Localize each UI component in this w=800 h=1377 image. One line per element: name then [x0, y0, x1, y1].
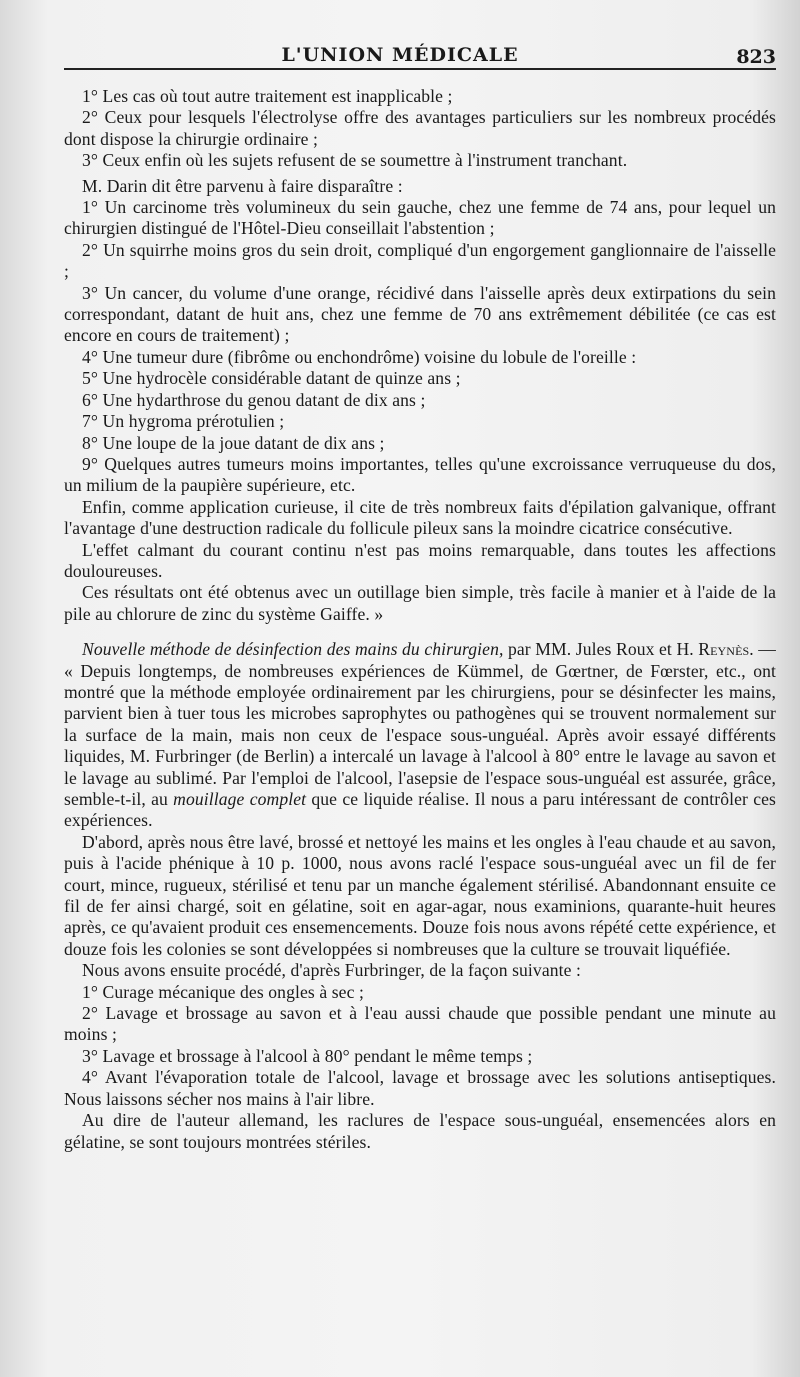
paragraph: 6° Une hydarthrose du genou datant de dix ans ;	[82, 389, 426, 410]
paragraph: 2° Un squirrhe moins gros du sein droit, compliqué d'un engorgement ganglionnaire de l'aisselle ;	[64, 239, 776, 282]
article-by: par MM. Jules Roux et H.	[508, 639, 694, 660]
article-lead-italic: mouillage complet	[173, 789, 307, 809]
page-number: 823	[736, 46, 776, 68]
paragraph: 3° Ceux enfin où les sujets refusent de se soumettre à l'instrument tranchant.	[82, 150, 628, 171]
article-lead-end: que ce liquide réalise. Il nous a paru intéressant de contrôler ces expériences.	[64, 789, 777, 831]
paragraph: 2° Lavage et brossage au savon et à l'eau aussi chaude que possible pendant une minute au moins ;	[64, 1003, 776, 1045]
paragraph: D'abord, après nous être lavé, brossé et nettoyé les mains et les ongles à l'eau chaude et au savon, puis à l'acide phénique à 10 p. 1000, nous avons raclé l'espace sous-unguéal avec un fil de fer court, mince, rugueux, stérilisé et tenu par un manche également stérilisé. Abandonnant ensuite ce fil de fer ainsi chargé, soit en gélatine, soit en agar-agar, nous examinions, quarante-huit heures après, ce qu'avaient produit ces ensemencements. Douze fois nous avons répété cette expérience, et douze fois les colonies se sont développées si nombreuses que la culture se trouvait liquéfiée.	[64, 831, 776, 959]
paragraph: Ces résultats ont été obtenus avec un outillage bien simple, très facile à manier et à l'aide de la pile au chlorure de zinc du système Gaiffe. »	[64, 582, 776, 624]
article-lead: . — « Depuis longtemps, de nombreuses expériences de Kümmel, de Gœrtner, de Fœrster, etc., ont montré que la méthode employée ordinairement par les chirurgiens, pour se désinfecter les mains, parvient bien à tuer tous les microbes saprophytes ou pathogènes qui se trouvent normalement sur la surface de la main, mais non ceux de l'espace sous-unguéal. Après avoir essayé différents liquides, M. Furbringer (de Berlin) a intercalé un lavage à l'alcool à 80° entre le lavage au savon et le lavage au sublimé. Par l'emploi de l'alcool, l'asepsie de l'espace sous-unguéal est assurée, grâce, semble-t-il, au	[64, 639, 777, 809]
article-title: Nouvelle méthode de désinfection des mains du chirurgien,	[82, 639, 504, 660]
body-text	[64, 86, 776, 1153]
paragraph: 7° Un hygroma prérotulien ;	[82, 411, 285, 432]
paragraph: 5° Une hydrocèle considérable datant de quinze ans ;	[82, 368, 461, 389]
paragraph: 8° Une loupe de la joue datant de dix ans ;	[82, 432, 385, 453]
article-author: Reynès	[698, 639, 750, 660]
article-paragraph	[64, 639, 776, 832]
paragraph: Nous avons ensuite procédé, d'après Furbringer, de la façon suivante :	[82, 960, 582, 981]
paragraph: 3° Un cancer, du volume d'une orange, récidivé dans l'aisselle après deux extirpations du sein correspondant, datant de huit ans, chez une femme de 70 ans extrêmement débilitée (ce cas est encore en cours de traitement) ;	[64, 282, 776, 346]
paragraph: M. Darin dit être parvenu à faire disparaître :	[82, 175, 403, 196]
paragraph: 4° Avant l'évaporation totale de l'alcool, lavage et brossage avec les solutions antiseptiques. Nous laissons sécher nos mains à l'air libre.	[64, 1067, 776, 1109]
paragraph: 9° Quelques autres tumeurs moins importantes, telles qu'une excroissance verruqueuse du dos, un milium de la paupière supérieure, etc.	[64, 453, 776, 496]
paragraph: L'effet calmant du courant continu n'est pas moins remarquable, dans toutes les affections douloureuses.	[64, 539, 776, 581]
paragraph: 3° Lavage et brossage à l'alcool à 80° pendant le même temps ;	[82, 1045, 533, 1066]
paragraph: Enfin, comme application curieuse, il cite de très nombreux faits d'épilation galvanique, offrant l'avantage d'une destruction radicale du follicule pileux sans la moindre cicatrice consécutive.	[64, 496, 776, 539]
paragraph: 2° Ceux pour lesquels l'électrolyse offre des avantages particuliers sur les nombreux procédés dont dispose la chirurgie ordinaire ;	[64, 107, 776, 149]
paragraph: 1° Les cas où tout autre traitement est inapplicable ;	[82, 86, 453, 106]
paragraph: 4° Une tumeur dure (fibrôme ou enchondrôme) voisine du lobule de l'oreille :	[82, 346, 637, 367]
paragraph: 1° Un carcinome très volumineux du sein gauche, chez une femme de 74 ans, pour lequel un chirurgien distingué de l'Hôtel-Dieu conseillait l'abstention ;	[64, 197, 776, 239]
paragraph: 1° Curage mécanique des ongles à sec ;	[82, 981, 364, 1002]
running-title: L'UNION MÉDICALE	[281, 44, 519, 66]
header-rule	[64, 68, 776, 70]
paragraph: Au dire de l'auteur allemand, les raclures de l'espace sous-unguéal, ensemencées alors en gélatine, se sont toujours montrées stériles.	[64, 1110, 776, 1152]
